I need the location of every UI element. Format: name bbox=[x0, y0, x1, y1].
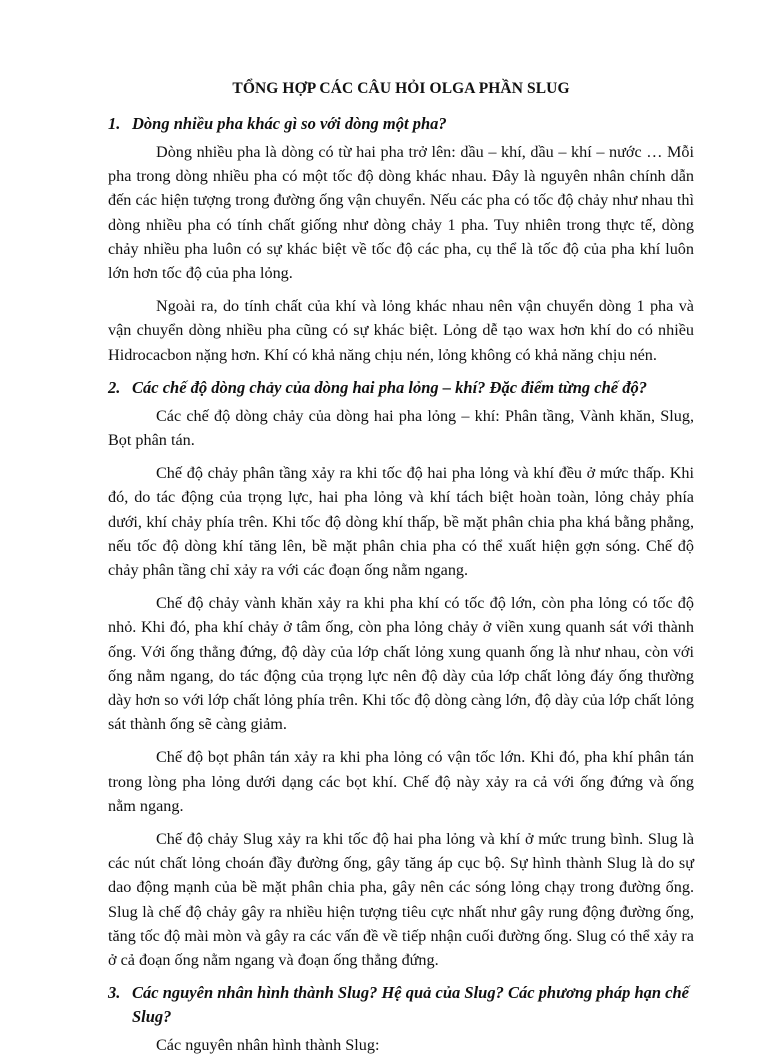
section-number: 2. bbox=[108, 377, 121, 397]
section-heading-text: Dòng nhiều pha khác gì so với dòng một pha? bbox=[132, 114, 447, 133]
paragraph: Các chế độ dòng chảy của dòng hai pha lỏng – khí: Phân tầng, Vành khăn, Slug, Bọt phân tán. bbox=[108, 406, 694, 450]
section-number: 3. bbox=[108, 983, 121, 1003]
paragraph: Chế độ chảy phân tầng xảy ra khi tốc độ hai pha lỏng và khí đều ở mức thấp. Khi đó, do tác động của trọng lực, hai pha lỏng và khí tách biệt hoàn toàn, lỏng chảy phía dưới, khí chảy phía trên. Khi tốc độ dòng khí thấp, bề mặt phân chia pha khá bằng phẳng, nếu tốc độ dòng khí tăng lên, bề mặt phân chia pha có thể xuất hiện gợn sóng. Chế độ chảy phân tầng chỉ xảy ra với các đoạn ống nằm ngang. bbox=[108, 464, 694, 580]
section-heading-text: Các nguyên nhân hình thành Slug? Hệ quả của Slug? Các phương pháp hạn chế Slug? bbox=[132, 983, 689, 1027]
section-heading-3 bbox=[108, 981, 694, 1029]
section-heading-text: Các chế độ dòng chảy của dòng hai pha lỏng – khí? Đặc điểm từng chế độ? bbox=[132, 377, 647, 397]
section-heading-2 bbox=[108, 376, 694, 400]
section-heading-1 bbox=[108, 112, 694, 136]
paragraph: Dòng nhiều pha là dòng có từ hai pha trở lên: dầu – khí, dầu – khí – nước … Mỗi pha trong dòng nhiều pha có một tốc độ dòng khác nhau. Đây là nguyên nhân chính dẫn đến các hiện tượng trong đường ống vận chuyển. Nếu các pha có tốc độ chảy như nhau thì dòng nhiều pha có tính chất giống như dòng chảy 1 pha. Tuy nhiên trong thực tế, dòng chảy nhiều pha luôn có sự khác biệt về tốc độ các pha, cụ thể là tốc độ của pha khí luôn lớn hơn tốc độ của pha lỏng. bbox=[108, 143, 694, 283]
paragraph: Chế độ bọt phân tán xảy ra khi pha lỏng có vận tốc lớn. Khi đó, pha khí phân tán trong lòng pha lỏng dưới dạng các bọt khí. Chế độ này xảy ra cả với ống đứng và ống nằm ngang. bbox=[108, 748, 694, 815]
paragraph: Ngoài ra, do tính chất của khí và lỏng khác nhau nên vận chuyển dòng 1 pha và vận chuyển dòng nhiều pha cũng có sự khác biệt. Lỏng dễ tạo wax hơn khí do có nhiều Hidrocacbon nặng hơn. Khí có khả năng chịu nén, lỏng không có khả năng chịu nén. bbox=[108, 297, 694, 364]
section-number: 1. bbox=[108, 114, 121, 133]
paragraph: Chế độ chảy Slug xảy ra khi tốc độ hai pha lỏng và khí ở mức trung bình. Slug là các nút chất lỏng choán đầy đường ống, gây tăng áp cục bộ. Sự hình thành Slug là do sự dao động mạnh của bề mặt phân chia pha, gây nên các sóng lỏng chạy trong đường ống. Slug là chế độ chảy gây ra nhiều hiện tượng tiêu cực nhất như gây rung động đường ống, tăng tốc độ mài mòn và gây ra các vấn đề về tiếp nhận cuối đường ống. Slug có thể xảy ra ở cả đoạn ống nằm ngang và đoạn ống thẳng đứng. bbox=[108, 830, 694, 970]
paragraph: Chế độ chảy vành khăn xảy ra khi pha khí có tốc độ lớn, còn pha lỏng có tốc độ nhỏ. Khi đó, pha khí chảy ở tâm ống, còn pha lỏng chảy ở viền xung quanh sát với thành ống. Với ống thẳng đứng, độ dày của lớp chất lỏng xung quanh ống là như nhau, còn với ống nằm ngang, do tác động của trọng lực nên độ dày của lớp chất lỏng đáy ống thường dày hơn so với lớp chất lỏng phía trên. Khi tốc độ dòng càng lớn, độ dày của lớp chất lỏng sát thành ống sẽ càng giảm. bbox=[108, 594, 694, 734]
document-title: TỔNG HỢP CÁC CÂU HỎI OLGA PHẦN SLUG bbox=[232, 80, 570, 97]
paragraph: Các nguyên nhân hình thành Slug: bbox=[156, 1036, 380, 1055]
